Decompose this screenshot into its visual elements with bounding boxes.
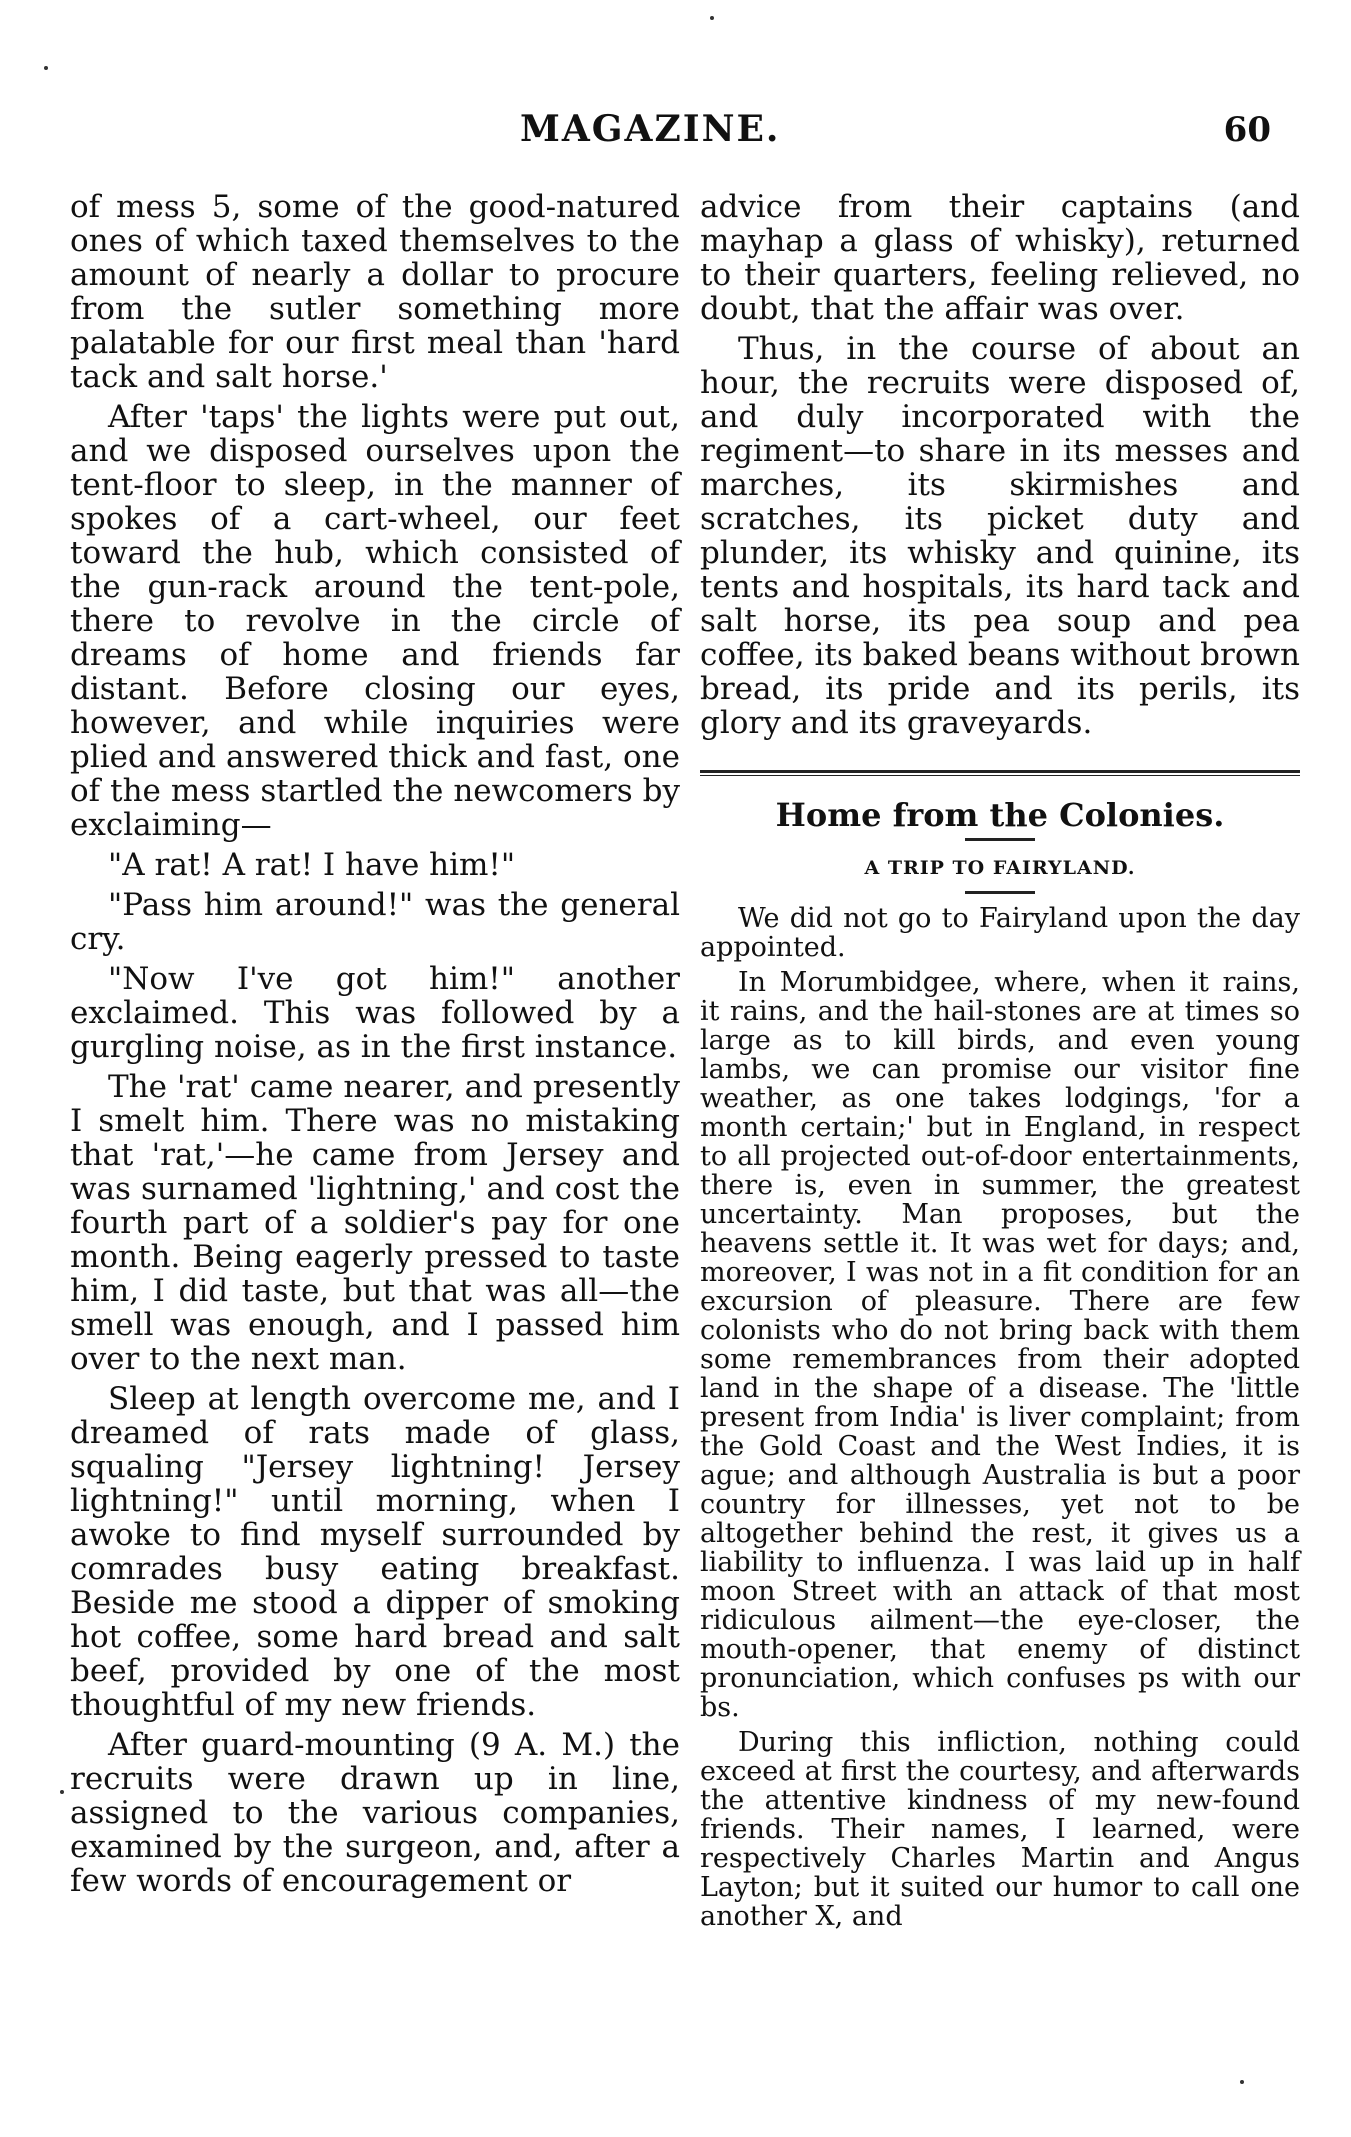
paragraph: Sleep at length overcome me, and I dreamed of rats made of glass, squaling "Jersey lightning! Jersey lightning!" until morning, when I awoke to find myself surrounded by comrades busy eating breakfast. Beside me stood a dipper of smoking hot coffee, some hard bread and salt beef, provided by one of the most thoughtful of my new friends. <box>70 1381 680 1723</box>
paragraph: The 'rat' came nearer, and presently I smelt him. There was no mistaking that 'rat,'—he came from Jersey and was surnamed 'lightning,' and cost the fourth part of a soldier's pay for one month. Being eagerly pressed to taste him, I did taste, but that was all—the smell was enough, and I passed him over to the next man. <box>70 1069 680 1377</box>
section-divider <box>700 770 1300 776</box>
paragraph: "Now I've got him!" another exclaimed. This was followed by a gurgling noise, as in the first instance. <box>70 961 680 1065</box>
page-header <box>0 108 1351 158</box>
ink-speck <box>60 1790 64 1794</box>
article-subtitle: A TRIP TO FAIRYLAND. <box>864 857 1136 879</box>
section-title: Home from the Colonies. <box>775 796 1225 834</box>
ink-speck <box>44 66 48 70</box>
paragraph: After guard-mounting (9 A. M.) the recruits were drawn up in line, assigned to the various companies, examined by the surgeon, and, after a few words of encouragement or <box>70 1727 680 1899</box>
paragraph: During this infliction, nothing could exceed at first the courtesy, and afterwards the attentive kindness of my new-found friends. Their names, I learned, were respectively Charles Martin and Angus Layton; but it suited our humor to call one another X, and <box>700 1727 1300 1932</box>
title-rule <box>965 838 1035 841</box>
paragraph: advice from their captains (and mayhap a glass of whisky), returned to their quarters, feeling relieved, no doubt, that the affair was over. <box>700 189 1300 327</box>
paragraph: We did not go to Fairyland upon the day appointed. <box>700 903 1300 963</box>
right-column <box>700 190 1300 1937</box>
left-column <box>70 190 680 1904</box>
page-number: 60 <box>1223 110 1271 150</box>
subtitle-rule <box>965 891 1035 894</box>
running-head: MAGAZINE. <box>520 108 781 150</box>
paragraph: of mess 5, some of the good-natured ones of which taxed themselves to the amount of nearly a dollar to procure from the sutler something more palatable for our first meal than 'hard tack and salt horse.' <box>70 189 680 395</box>
paragraph: In Morumbidgee, where, when it rains, it rains, and the hail-stones are at times so large as to kill birds, and even young lambs, we can promise our visitor fine weather, as one takes lodgings, 'for a month certain;' but in England, in respect to all projected out-of-door entertainments, there is, even in summer, the greatest uncertainty. Man proposes, but the heavens settle it. It was wet for days; and, moreover, I was not in a fit condition for an excursion of pleasure. There are few colonists who do not bring back with them some remembrances from their adopted land in the shape of a disease. The 'little present from India' is liver complaint; from the Gold Coast and the West Indies, it is ague; and although Australia is but a poor country for illnesses, yet not to be altogether behind the rest, it gives us a liability to influenza. I was laid up in half moon Street with an attack of that most ridiculous ailment—the eye-closer, the mouth-opener, that enemy of distinct pronunciation, which confuses ps with our bs. <box>700 967 1300 1723</box>
paragraph: After 'taps' the lights were put out, and we disposed ourselves upon the tent-floor to sleep, in the manner of spokes of a cart-wheel, our feet toward the hub, which consisted of the gun-rack around the tent-pole, there to revolve in the circle of dreams of home and friends far distant. Before closing our eyes, however, and while inquiries were plied and answered thick and fast, one of the mess startled the newcomers by exclaiming— <box>70 399 680 843</box>
paragraph: "Pass him around!" was the general cry. <box>70 887 680 957</box>
paragraph: "A rat! A rat! I have him!" <box>108 847 516 883</box>
ink-speck <box>710 16 714 20</box>
paragraph: Thus, in the course of about an hour, the recruits were disposed of, and duly incorporated with the regiment—to share in its messes and marches, its skirmishes and scratches, its picket duty and plunder, its whisky and quinine, its tents and hospitals, its hard tack and salt horse, its pea soup and pea coffee, its baked beans without brown bread, its pride and its perils, its glory and its graveyards. <box>700 331 1300 741</box>
ink-speck <box>1240 2080 1244 2084</box>
